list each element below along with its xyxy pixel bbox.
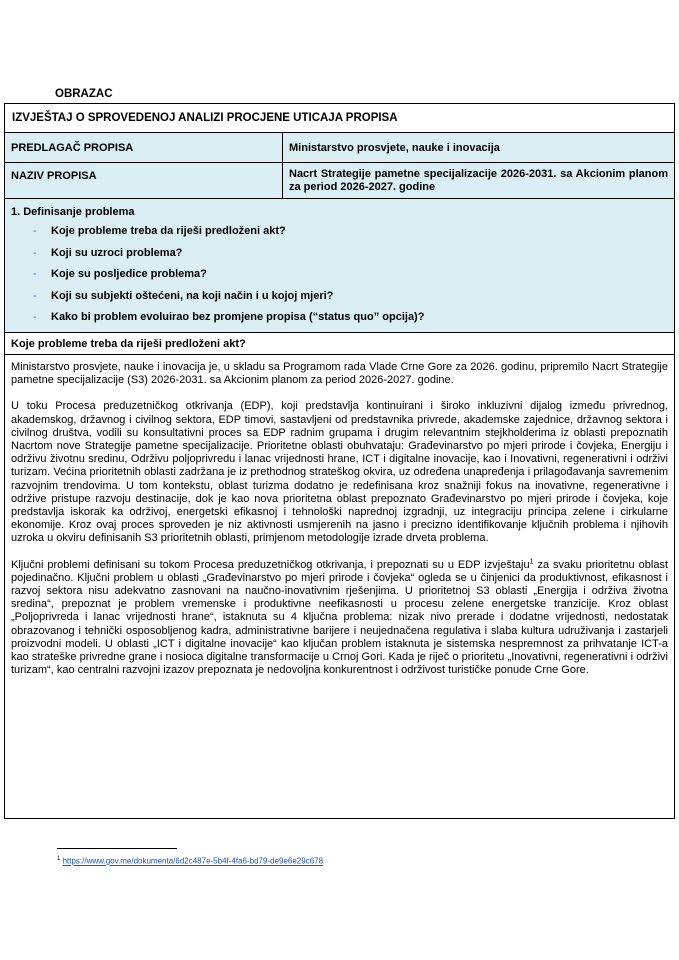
dash-bullet-icon: - [33, 246, 37, 259]
dash-bullet-icon: - [33, 289, 37, 302]
section-heading: 1. Definisanje problema [11, 206, 135, 218]
footnote-divider [57, 848, 177, 849]
footnote [57, 856, 323, 866]
answer-body [4, 355, 675, 819]
form-title: IZVJEŠTAJ O SPROVEDENOJ ANALIZI PROCJENE UTICAJA PROPISA [4, 103, 675, 133]
list-item: - Koji su subjekti oštećeni, na koji način i u kojoj mjeri? [33, 289, 334, 302]
list-item: - Koji su uzroci problema? [33, 246, 183, 259]
answer-heading: Koje probleme treba da riješi predloženi akt? [4, 333, 675, 355]
proposer-value: Ministarstvo prosvjete, nauke i inovacija [289, 142, 500, 154]
question-list [11, 225, 668, 323]
report-form [4, 103, 675, 819]
proposer-row [4, 133, 675, 163]
problem-definition-section [4, 199, 675, 333]
list-item: - Kako bi problem evoluirao bez promjene propisa (“status quo” opcija)? [33, 311, 425, 323]
regulation-name-value: Nacrt Strategije pametne specijalizacije 2026-2031. sa Akcionim planom za period 2026-2027. godine [289, 168, 668, 193]
list-item: - Koje probleme treba da riješi predloženi akt? [33, 225, 286, 237]
footnote-link[interactable]: https://www.gov.me/dokumenta/6d2c487e-5b4f-4fa6-bd79-de9e6e29c678 [62, 856, 324, 866]
regulation-name-label: NAZIV PROPISA [5, 163, 283, 198]
paragraph-3: Ključni problemi definisani su tokom Procesa preduzetničkog otkrivanja, i prepoznati su u EDP izvještaju$^1$ za svaku prioritetnu oblast pojedinačno. Ključni problem u oblasti „Građevinarstvo po mjeri prirode i čovjeka“ ogleda se u činjenici da produktivnost, efikasnost i razvoj sektora nisu adekvatno zasnovani na naučno-inovativnim rješenjima. U prioritetnoj S3 oblasti „Energija i održiva životna sredina“, prepoznat je problem vremenske i produktivne neefikasnosti u procesu zelene energetske tranzicije. Kroz oblast „Poljoprivreda i lanac vrijednosti hrane“, istaknuta su 4 ključna problema: nizak nivo prerade i dodatne vrijednosti, nedostatak obrazovanog i tehnički osposobljenog kadra, administrativne barijere i neujednačena regulativa i slaba kultura udruživanja i zastarjeli proizvodni modeli. U oblasti „ICT i digitalne inovacije“ kao ključan problem istaknuta je sistemska nespremnost za prihvatanje ICT-a kao strateške privredne grane i nosioca digitalne transformacije u Crnoj Gori. Kada je riječ o prioritetu „Inovativni, regenerativni i održivi turizam“, kao centralni razvojni izazov prepoznata je nedovoljna konkurentnost i održivost turističke ponude Crne Gore. [11, 557, 668, 677]
paragraph-1: Ministarstvo prosvjete, nauke i inovacija je, u skladu sa Programom rada Vlade Crne Gore za 2026. godinu, pripremilo Nacrt Strategije pametne specijalizacije (S3) 2026-2031. sa Akcionim planom za period 2026-2027. godine. [11, 361, 668, 387]
proposer-label: PREDLAGAČ PROPISA [5, 133, 283, 162]
footnote-ref[interactable]: 1 [529, 557, 534, 565]
regulation-name-row [4, 163, 675, 199]
paragraph-2: U toku Procesa preduzetničkog otkrivanja (EDP), koji predstavlja kontinuirani i široko inkluzivni dijalog između privrednog, akademskog, državnog i civilnog sektora, EDP timovi, sastavljeni od predstavnika privrede, akademske zajednice, državnog sektora i civilnog društva, vodili su konsultativni proces sa EDP radnim grupama i drugim relevantnim stejkholderima iz oblasti prepoznatih Nacrtom nove Strategije pametne specijalizacije. Prioritetne oblasti obuhvataju: Građevinarstvo po mjeri prirode i čovjeka, Energiju i održivu životnu sredinu, Održivu poljoprivredu i lanac vrijednosti hrane, ICT i digitalne inovacije, kao i Inovativni, regenerativni i održivi turizam. Većina prioritetnih oblasti zadržana je iz prethodnog strateškog okvira, uz određena unapređenja i prilagođavanja savremenim razvojnim trendovima. U tom kontekstu, oblast turizma dodatno je redefinisana kroz snažniji fokus na inovativne, regenerativne i održive pristupe razvoju destinacije, dok je kao nova prioritetna oblast prepoznato Građevinarstvo po mjeri prirode i čovjeka, koje predstavlja iskorak ka održivoj, energetski efikasnoj i tehnološki naprednoj izgradnji, uz integraciju principa zelene i cirkularne ekonomije. Kroz ovaj proces sproveden je niz aktivnosti usmjerenih na jasno i precizno identifikovanje ključnih problema i njihovih uzroka u okviru definisanih S3 prioritetnih oblasti, primjenom metodologije izrade drveta problema. [11, 400, 668, 545]
dash-bullet-icon: - [33, 225, 37, 237]
form-label: OBRAZAC [55, 88, 113, 100]
dash-bullet-icon: - [33, 311, 37, 323]
dash-bullet-icon: - [33, 268, 37, 280]
list-item: - Koje su posljedice problema? [33, 268, 207, 280]
footnote-number: 1 [57, 856, 61, 862]
